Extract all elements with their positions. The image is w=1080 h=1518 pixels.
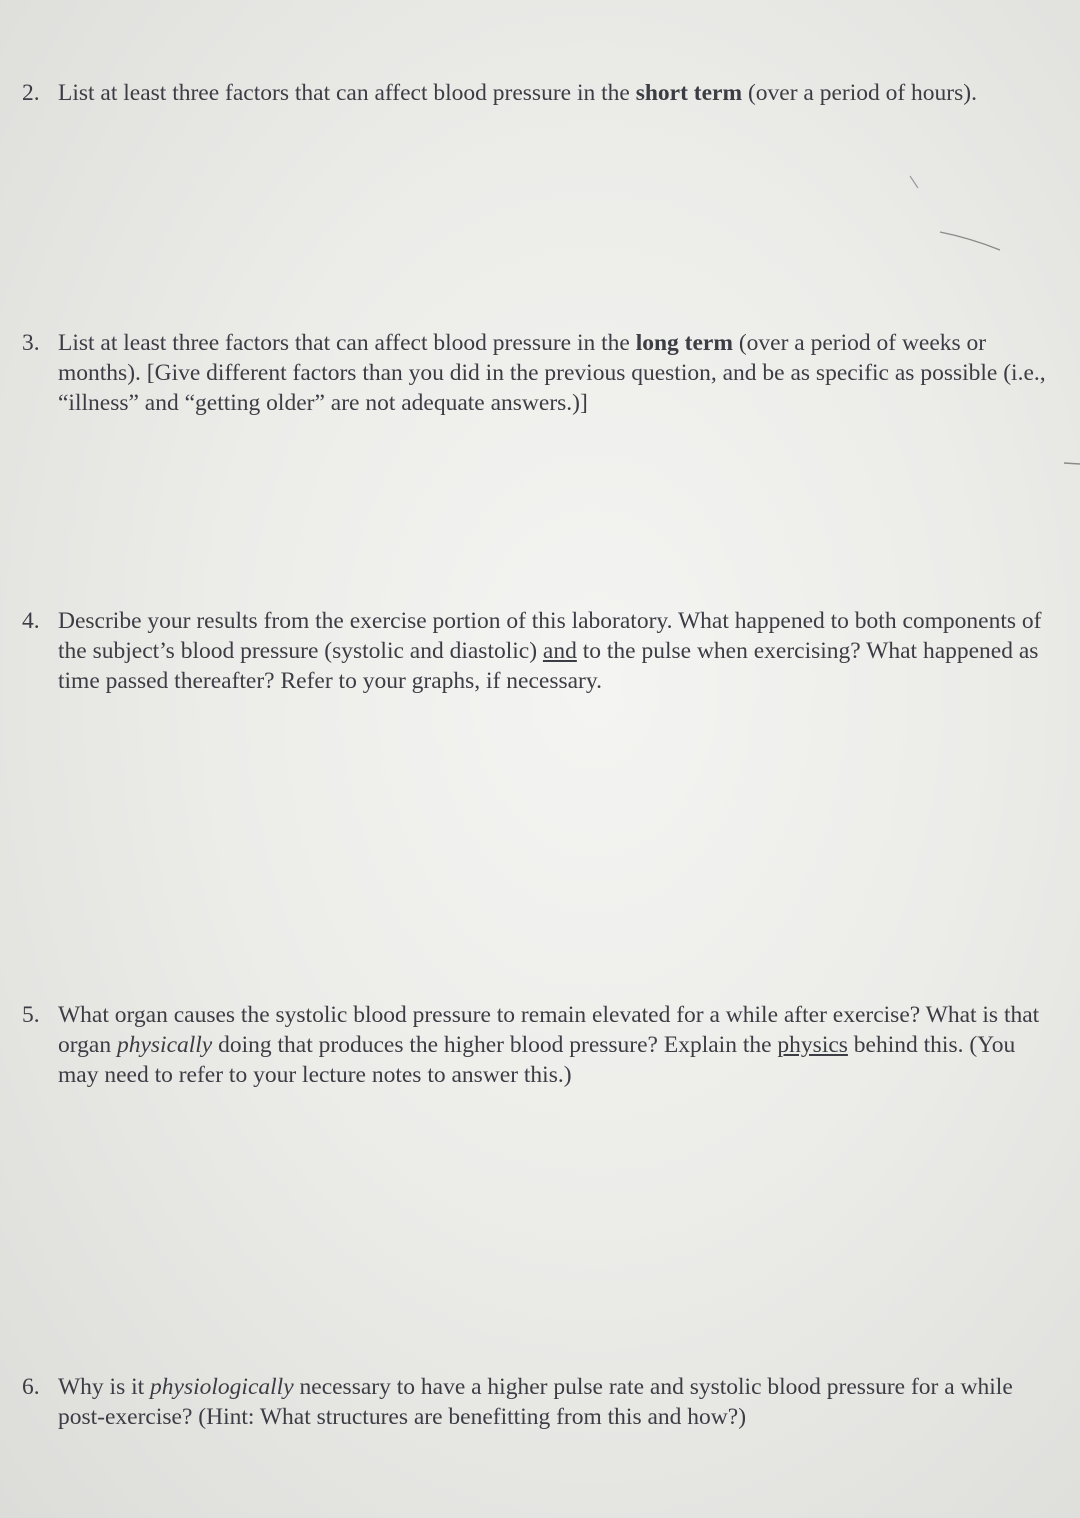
emphasis-physics: physics [777,1032,848,1058]
question-text: What organ causes the systolic blood pressure to remain elevated for a while after exercise? What is that organ physically doing that produces the higher blood pressure? Explain the physics behind this. (You may need to refer to your lecture notes to answer this.) [58,1002,1040,1088]
question-text: Describe your results from the exercise portion of this laboratory. What happened to both components of the subject’s blood pressure (systolic and diastolic) and to the pulse when exercising? What happened as time passed thereafter? Refer to your graphs, if necessary. [58,608,1042,694]
emphasis-long-term: long term [635,330,733,356]
question-text: List at least three factors that can affect blood pressure in the short term (over a period of hours). [58,80,977,106]
question-text: List at least three factors that can affect blood pressure in the long term (over a period of weeks or months). [Give different factors than you did in the previous question, and be as specific as possible (i.e., “illness” and “getting older” are not adequate answers.)] [58,330,1046,416]
emphasis-short-term: short term [635,80,743,106]
question-text: Why is it physiologically necessary to have a higher pulse rate and systolic blood pressure for a while post-exercise? (Hint: What structures are benefitting from this and how?) [58,1374,1013,1430]
question-4 [22,606,1052,696]
pencil-stray-mark [900,170,1020,260]
question-number: 2. [22,80,40,106]
question-number: 4. [22,608,40,634]
question-number: 3. [22,330,40,356]
emphasis-and: and [542,638,577,664]
question-5 [22,1000,1052,1090]
question-2 [22,78,1052,108]
question-number: 6. [22,1374,40,1400]
emphasis-physically: physically [116,1032,213,1058]
question-3 [22,328,1052,418]
question-6 [22,1372,1052,1432]
emphasis-physiologically: physiologically [150,1374,294,1400]
edge-stray-mark [1062,458,1080,468]
question-number: 5. [22,1002,40,1028]
